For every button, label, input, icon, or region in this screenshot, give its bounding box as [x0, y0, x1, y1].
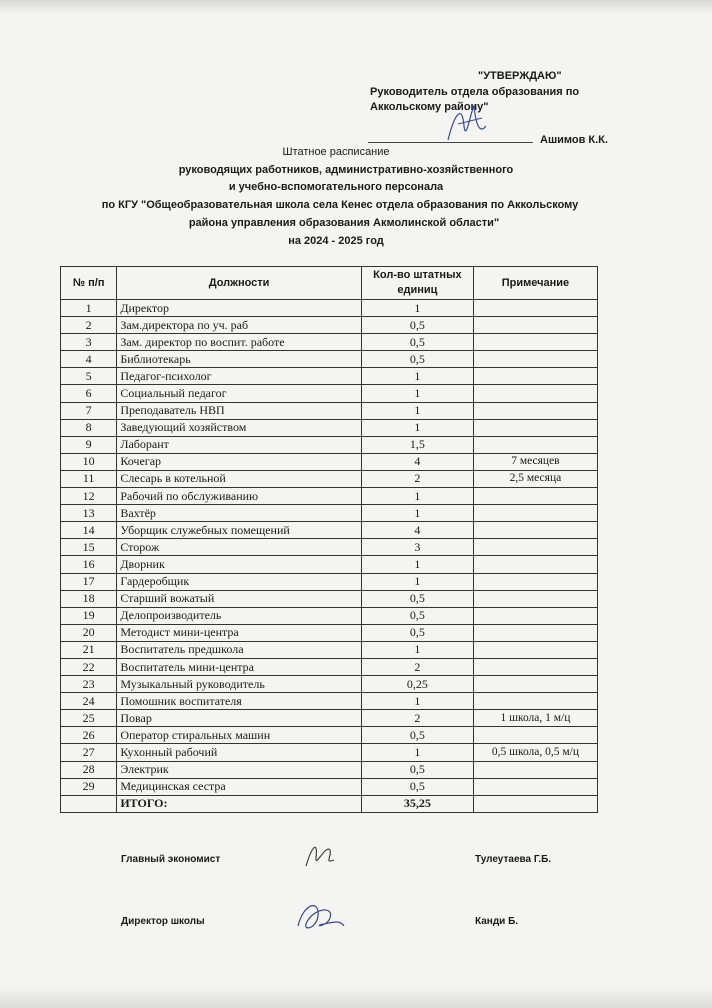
heading-line-3: и учебно-вспомогательного персонала [228, 181, 444, 193]
row-note [473, 573, 597, 590]
row-units: 0,5 [361, 727, 473, 744]
row-number: 12 [61, 488, 117, 505]
row-position: Кухонный рабочий [117, 744, 362, 761]
row-units: 2 [361, 710, 473, 727]
row-number: 9 [61, 436, 117, 453]
row-note [473, 607, 597, 624]
approval-line-1: Руководитель отдела образования по [370, 86, 580, 98]
row-note [473, 539, 597, 556]
row-units: 0,5 [361, 778, 473, 795]
table-row [61, 539, 598, 556]
row-number: 5 [61, 368, 117, 385]
table-row [61, 505, 598, 522]
row-note [473, 761, 597, 778]
approval-name: Ашимов К.К. [540, 134, 608, 146]
row-position: Электрик [117, 761, 362, 778]
table-header-row [61, 267, 598, 300]
row-note [473, 658, 597, 675]
row-units: 1 [361, 744, 473, 761]
row-units: 1 [361, 641, 473, 658]
row-number: 19 [61, 607, 117, 624]
total-units: 35,25 [361, 795, 473, 812]
table-row [61, 300, 598, 317]
row-number: 11 [61, 470, 117, 487]
row-units: 0,5 [361, 624, 473, 641]
row-note [473, 778, 597, 795]
table-row [61, 334, 598, 351]
row-note [473, 317, 597, 334]
row-note: 0,5 школа, 0,5 м/ц [473, 744, 597, 761]
row-number: 22 [61, 658, 117, 675]
row-units: 2 [361, 658, 473, 675]
header-note: Примечание [473, 267, 597, 300]
row-units: 1 [361, 402, 473, 419]
row-number: 25 [61, 710, 117, 727]
economist-signature [300, 836, 340, 872]
row-position: Повар [117, 710, 362, 727]
approval-line-2: Аккольскому району" [370, 101, 489, 113]
row-position: Социальный педагог [117, 385, 362, 402]
row-number: 26 [61, 727, 117, 744]
row-position: Делопроизводитель [117, 607, 362, 624]
row-units: 1 [361, 368, 473, 385]
row-units: 1 [361, 573, 473, 590]
economist-name: Тулеутаева Г.Б. [475, 854, 552, 865]
row-position: Библиотекарь [117, 351, 362, 368]
director-role: Директор школы [121, 916, 205, 927]
header-position: Должности [117, 267, 362, 300]
row-number: 21 [61, 641, 117, 658]
total-note-cell [473, 795, 597, 812]
row-position: Директор [117, 300, 362, 317]
table-row [61, 607, 598, 624]
row-number: 29 [61, 778, 117, 795]
table-row [61, 402, 598, 419]
row-position: Зам.директора по уч. раб [117, 317, 362, 334]
table-row [61, 470, 598, 487]
row-units: 1 [361, 385, 473, 402]
row-note [473, 624, 597, 641]
row-number: 1 [61, 300, 117, 317]
row-position: Кочегар [117, 453, 362, 470]
row-units: 1 [361, 419, 473, 436]
table-row [61, 676, 598, 693]
director-name: Канди Б. [475, 916, 519, 927]
row-position: Вахтёр [117, 505, 362, 522]
table-row [61, 317, 598, 334]
row-number: 13 [61, 505, 117, 522]
table-row [61, 710, 598, 727]
table-row [61, 556, 598, 573]
row-number: 10 [61, 453, 117, 470]
row-units: 1 [361, 556, 473, 573]
row-units: 3 [361, 539, 473, 556]
table-row [61, 419, 598, 436]
scan-edge-bottom [0, 986, 712, 1008]
header-units: Кол-во штатных единиц [361, 267, 473, 300]
heading-line-6: на 2024 - 2025 год [288, 235, 384, 247]
row-note [473, 522, 597, 539]
row-number: 3 [61, 334, 117, 351]
row-position: Дворник [117, 556, 362, 573]
heading-line-4: по КГУ "Общеобразовательная школа села Кенес отдела образования по Аккольскому [101, 199, 579, 211]
row-number: 15 [61, 539, 117, 556]
row-number: 17 [61, 573, 117, 590]
row-units: 0,5 [361, 590, 473, 607]
row-units: 0,25 [361, 676, 473, 693]
row-number: 6 [61, 385, 117, 402]
row-units: 1,5 [361, 436, 473, 453]
header-number: № п/п [61, 267, 117, 300]
row-number: 20 [61, 624, 117, 641]
total-row [61, 795, 598, 812]
row-number: 7 [61, 402, 117, 419]
heading-line-1: Штатное расписание [282, 146, 390, 158]
row-number: 24 [61, 693, 117, 710]
row-position: Гардеробщик [117, 573, 362, 590]
table-row [61, 573, 598, 590]
table-row [61, 658, 598, 675]
row-note [473, 300, 597, 317]
row-position: Музыкальный руководитель [117, 676, 362, 693]
row-note [473, 334, 597, 351]
row-position: Сторож [117, 539, 362, 556]
table-row [61, 488, 598, 505]
table-row [61, 368, 598, 385]
row-note [473, 488, 597, 505]
row-number: 23 [61, 676, 117, 693]
row-units: 1 [361, 488, 473, 505]
row-number: 8 [61, 419, 117, 436]
row-units: 2 [361, 470, 473, 487]
approval-title: "УТВЕРЖДАЮ" [478, 70, 562, 82]
row-number: 27 [61, 744, 117, 761]
table-row [61, 744, 598, 761]
table-row [61, 590, 598, 607]
row-position: Уборщик служебных помещений [117, 522, 362, 539]
economist-role: Главный экономист [121, 854, 221, 865]
row-note [473, 385, 597, 402]
table-row [61, 624, 598, 641]
row-position: Медицинская сестра [117, 778, 362, 795]
row-position: Лаборант [117, 436, 362, 453]
row-number: 18 [61, 590, 117, 607]
row-note [473, 368, 597, 385]
row-note [473, 436, 597, 453]
staff-table [60, 266, 598, 813]
table-row [61, 385, 598, 402]
row-units: 0,5 [361, 317, 473, 334]
row-units: 1 [361, 693, 473, 710]
row-note: 2,5 месяца [473, 470, 597, 487]
row-position: Слесарь в котельной [117, 470, 362, 487]
row-note [473, 590, 597, 607]
row-number: 2 [61, 317, 117, 334]
row-position: Рабочий по обслуживанию [117, 488, 362, 505]
scan-edge-top [0, 0, 712, 14]
row-note: 7 месяцев [473, 453, 597, 470]
row-note [473, 676, 597, 693]
row-note [473, 351, 597, 368]
row-position: Старший вожатый [117, 590, 362, 607]
row-position: Зам. директор по воспит. работе [117, 334, 362, 351]
table-row [61, 641, 598, 658]
row-units: 1 [361, 300, 473, 317]
row-units: 0,5 [361, 334, 473, 351]
total-number-cell [61, 795, 117, 812]
heading-line-5: района управления образования Акмолинской области" [188, 217, 500, 229]
row-position: Преподаватель НВП [117, 402, 362, 419]
row-number: 14 [61, 522, 117, 539]
table-row [61, 778, 598, 795]
table-row [61, 727, 598, 744]
row-number: 16 [61, 556, 117, 573]
row-note [473, 505, 597, 522]
row-units: 0,5 [361, 761, 473, 778]
approval-signature [440, 96, 490, 146]
row-note [473, 693, 597, 710]
row-position: Педагог-психолог [117, 368, 362, 385]
heading-line-2: руководящих работников, административно-хозяйственного [178, 164, 514, 176]
director-signature [290, 896, 350, 940]
table-row [61, 693, 598, 710]
row-note [473, 556, 597, 573]
table-body [61, 300, 598, 796]
row-position: Воспитатель мини-центра [117, 658, 362, 675]
row-note [473, 402, 597, 419]
table-row [61, 351, 598, 368]
row-units: 1 [361, 505, 473, 522]
row-number: 28 [61, 761, 117, 778]
table-row [61, 436, 598, 453]
row-position: Оператор стиральных машин [117, 727, 362, 744]
row-position: Методист мини-центра [117, 624, 362, 641]
row-note [473, 641, 597, 658]
table-row [61, 453, 598, 470]
row-position: Помошник воспитателя [117, 693, 362, 710]
row-units: 0,5 [361, 607, 473, 624]
table-row [61, 522, 598, 539]
row-position: Заведующий хозяйством [117, 419, 362, 436]
row-position: Воспитатель предшкола [117, 641, 362, 658]
row-note [473, 727, 597, 744]
row-number: 4 [61, 351, 117, 368]
row-note: 1 школа, 1 м/ц [473, 710, 597, 727]
row-units: 4 [361, 522, 473, 539]
total-label: ИТОГО: [117, 795, 362, 812]
row-note [473, 419, 597, 436]
row-units: 4 [361, 453, 473, 470]
table-row [61, 761, 598, 778]
row-units: 0,5 [361, 351, 473, 368]
